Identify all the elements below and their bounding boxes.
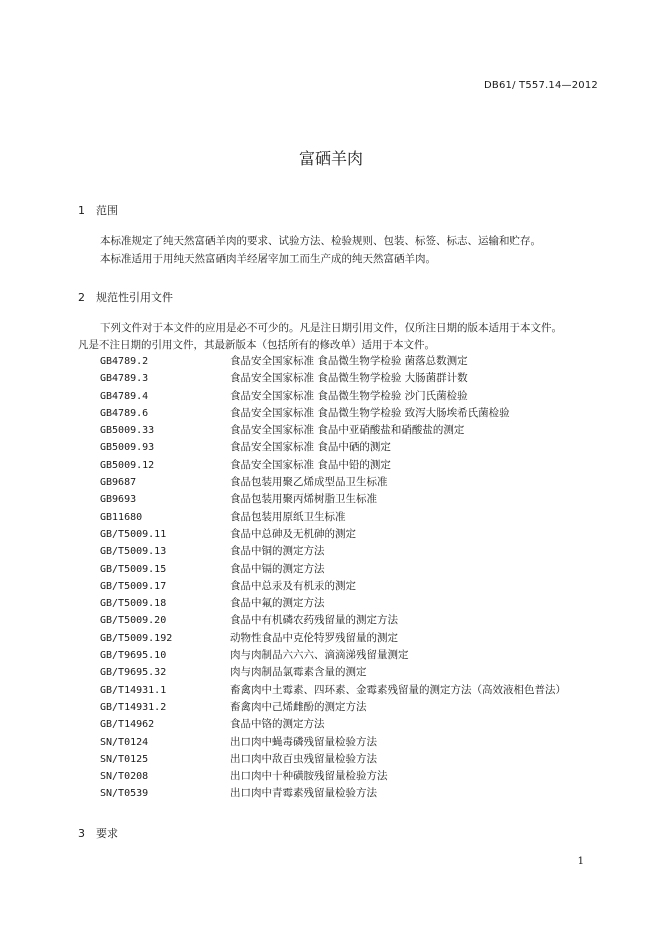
reference-title: 肉与肉制品六六六、滴滴涕残留量测定 <box>230 649 409 662</box>
section-3-heading <box>78 825 118 841</box>
reference-code: GB/T14931.1 <box>100 684 167 696</box>
reference-title: 食品安全国家标准 食品微生物学检验 致泻大肠埃希氏菌检验 <box>230 406 510 419</box>
reference-title: 食品包装用原纸卫生标准 <box>230 510 346 523</box>
reference-row <box>100 734 566 751</box>
page-number: 1 <box>577 856 584 867</box>
reference-title: 食品安全国家标准 食品微生物学检验 沙门氏菌检验 <box>230 389 468 402</box>
reference-title: 食品中有机磷农药残留量的测定方法 <box>230 614 398 627</box>
section-2-heading <box>78 289 173 305</box>
reference-title: 出口肉中敌百虫残留量检验方法 <box>230 752 377 765</box>
reference-row <box>100 509 566 526</box>
section-1-paragraph-2: 本标准适用于用纯天然富硒肉羊经屠宰加工而生产成的纯天然富硒羊肉。 <box>100 253 436 265</box>
reference-row <box>100 526 566 543</box>
reference-code: GB4789.2 <box>100 356 149 367</box>
reference-row <box>100 630 566 647</box>
reference-row <box>100 543 566 560</box>
reference-code: GB/T9695.32 <box>100 667 167 679</box>
reference-row <box>100 474 566 491</box>
reference-row <box>100 751 566 768</box>
reference-title: 出口肉中蝇毒磷残留量检验方法 <box>230 735 377 748</box>
reference-code: GB9687 <box>100 477 137 489</box>
reference-code: GB5009.12 <box>100 459 155 471</box>
reference-title: 食品包装用聚乙烯成型品卫生标准 <box>230 476 388 489</box>
reference-title: 食品中总砷及无机砷的测定 <box>230 527 356 540</box>
reference-title: 畜禽肉中土霉素、四环素、金霉素残留量的测定方法（高效液相色普法） <box>230 683 566 696</box>
reference-row <box>100 561 566 578</box>
section-title: 范围 <box>96 204 118 217</box>
reference-code: GB5009.93 <box>100 442 155 454</box>
reference-code: GB5009.33 <box>100 425 155 437</box>
reference-code: GB/T14962 <box>100 719 155 731</box>
reference-row <box>100 595 566 612</box>
reference-row <box>100 785 566 802</box>
reference-code: GB4789.4 <box>100 390 149 402</box>
reference-row <box>100 612 566 629</box>
reference-code: GB11680 <box>100 511 143 523</box>
reference-code: GB/T14931.2 <box>100 701 167 713</box>
reference-title: 食品安全国家标准 食品微生物学检验 菌落总数测定 <box>230 355 468 367</box>
section-1-paragraph-1: 本标准规定了纯天然富硒羊肉的要求、试验方法、检验规则、包装、标签、标志、运输和贮存。 <box>100 235 541 247</box>
reference-title: 食品安全国家标准 食品微生物学检验 大肠菌群计数 <box>230 372 468 385</box>
reference-row <box>100 405 566 422</box>
section-number: 3 <box>78 827 85 840</box>
reference-title: 食品中铜的测定方法 <box>230 545 325 558</box>
reference-row <box>100 491 566 508</box>
reference-code: GB/T9695.10 <box>100 650 167 662</box>
reference-title: 畜禽肉中己烯雌酚的测定方法 <box>230 700 367 713</box>
reference-row <box>100 370 566 387</box>
reference-title: 食品安全国家标准 食品中硒的测定 <box>230 441 391 454</box>
reference-code: GB/T5009.15 <box>100 563 167 575</box>
reference-row <box>100 578 566 595</box>
reference-title: 食品安全国家标准 食品中铅的测定 <box>230 458 391 471</box>
reference-code: GB/T5009.18 <box>100 598 167 610</box>
reference-title: 出口肉中十种磺胺残留量检验方法 <box>230 770 388 783</box>
reference-code: GB4789.6 <box>100 407 149 419</box>
reference-code: GB/T5009.13 <box>100 546 167 558</box>
reference-code: GB/T5009.17 <box>100 580 167 592</box>
reference-title: 出口肉中青霉素残留量检验方法 <box>230 787 377 800</box>
reference-code: SN/T0539 <box>100 788 149 800</box>
reference-row <box>100 768 566 785</box>
reference-code: GB4789.3 <box>100 373 149 385</box>
section-title: 要求 <box>96 827 118 840</box>
section-2-intro-line-1: 下列文件对于本文件的应用是必不可少的。凡是注日期引用文件，仅所注日期的版本适用于本文件。 <box>100 322 562 334</box>
reference-row <box>100 647 566 664</box>
reference-title: 食品中氟的测定方法 <box>230 597 325 610</box>
section-title: 规范性引用文件 <box>96 291 173 304</box>
section-1-heading <box>78 202 118 218</box>
reference-row <box>100 664 566 681</box>
reference-code: SN/T0208 <box>100 771 149 783</box>
reference-title: 食品安全国家标准 食品中亚硝酸盐和硝酸盐的测定 <box>230 424 465 437</box>
section-number: 1 <box>78 204 85 217</box>
normative-references-list <box>100 353 566 803</box>
reference-title: 食品中镉的测定方法 <box>230 562 325 575</box>
reference-title: 食品中总汞及有机汞的测定 <box>230 579 356 592</box>
document-title: 富硒羊肉 <box>298 149 363 168</box>
reference-row <box>100 699 566 716</box>
reference-title: 食品包装用聚丙烯树脂卫生标准 <box>230 493 377 506</box>
reference-code: SN/T0125 <box>100 753 149 765</box>
section-2-intro-line-2: 凡是不注日期的引用文件，其最新版本（包括所有的修改单）适用于本文件。 <box>78 339 435 351</box>
reference-row <box>100 388 566 405</box>
reference-code: GB9693 <box>100 494 137 506</box>
reference-row <box>100 422 566 439</box>
document-code: DB61/ T557.14—2012 <box>484 80 598 91</box>
section-number: 2 <box>78 291 85 304</box>
reference-row <box>100 353 566 370</box>
reference-row <box>100 457 566 474</box>
reference-row <box>100 716 566 733</box>
reference-row <box>100 439 566 456</box>
reference-code: SN/T0124 <box>100 736 149 748</box>
reference-title: 食品中铬的测定方法 <box>230 718 325 731</box>
reference-code: GB/T5009.192 <box>100 632 173 644</box>
reference-title: 肉与肉制品氯霉素含量的测定 <box>230 666 367 679</box>
reference-title: 动物性食品中克伦特罗残留量的测定 <box>230 631 398 644</box>
reference-code: GB/T5009.20 <box>100 615 167 627</box>
reference-code: GB/T5009.11 <box>100 528 167 540</box>
reference-row <box>100 682 566 699</box>
